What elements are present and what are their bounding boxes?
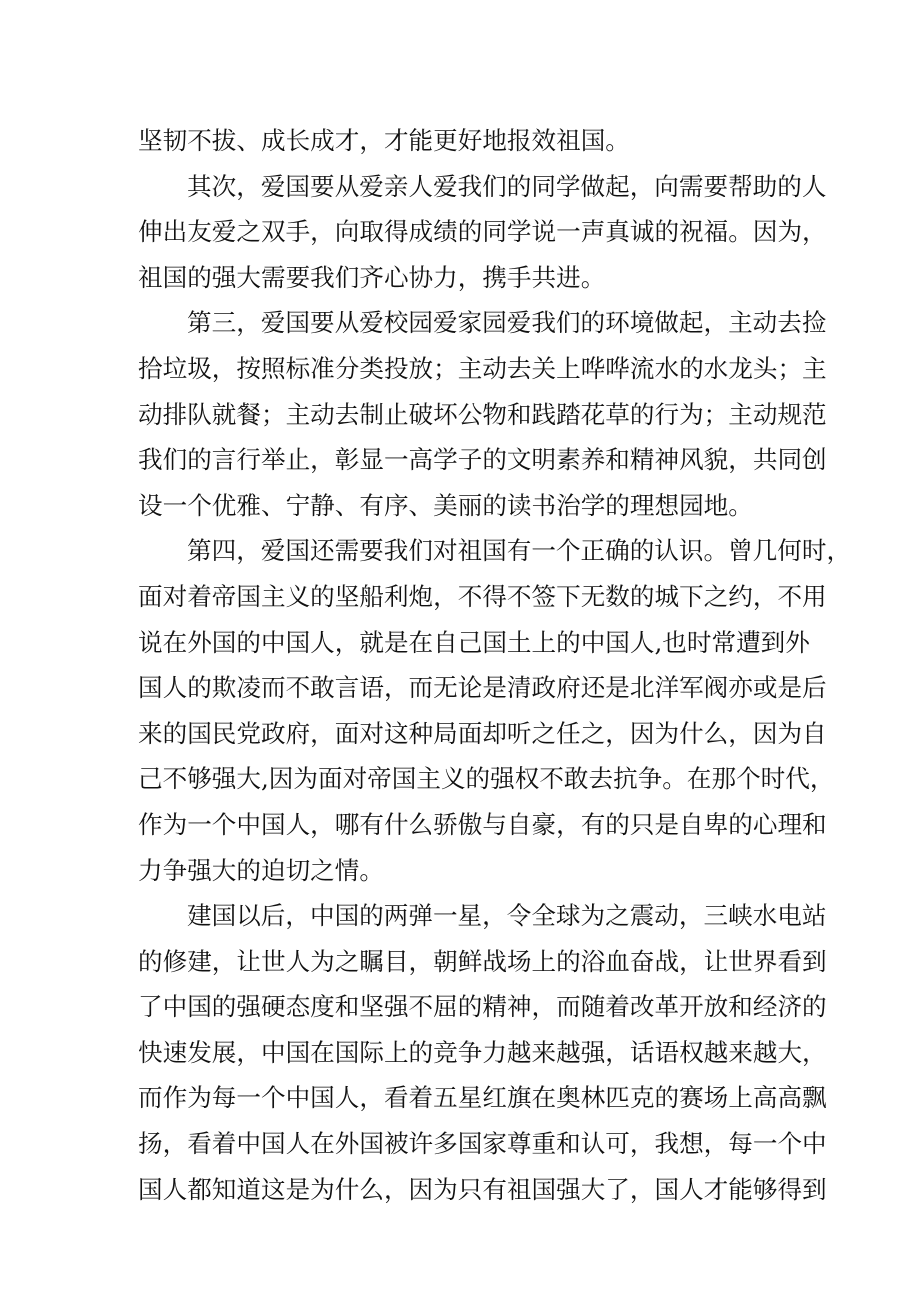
text-line: 祖国的强大需要我们齐心协力，携手共进。 — [138, 262, 606, 292]
body-text — [138, 118, 852, 1212]
text-line: 其次，爱国要从爱亲人爱我们的同学做起，向需要帮助的人 — [187, 171, 827, 201]
text-line: 扬，看着中国人在外国被许多国家尊重和认可，我想，每一个中 — [138, 1129, 827, 1159]
text-line: 来的国民党政府，面对这种局面却听之任之，因为什么，因为自 — [138, 718, 827, 748]
text-line: 说在外国的中国人，就是在自己国土上的中国人,也时常遭到外 — [138, 627, 810, 657]
text-line: 拾垃圾，按照标准分类投放；主动去关上哗哗流水的水龙头；主 — [138, 353, 827, 383]
text-line: 建国以后，中国的两弹一星，令全球为之震动，三峡水电站 — [187, 901, 827, 931]
text-line: 快速发展，中国在国际上的竞争力越来越强，话语权越来越大， — [138, 1037, 827, 1067]
text-line: 面对着帝国主义的坚船利炮，不得不签下无数的城下之约，不用 — [138, 581, 827, 611]
text-line: 第三，爱国要从爱校园爱家园爱我们的环境做起，主动去捡 — [187, 308, 827, 338]
text-line: 而作为每一个中国人，看着五星红旗在奥林匹克的赛场上高高飘 — [138, 1083, 827, 1113]
paragraph — [138, 164, 827, 301]
text-line: 了中国的强硬态度和坚强不屈的精神，而随着改革开放和经济的 — [138, 992, 827, 1022]
paragraph — [138, 300, 827, 528]
text-line: 的修建，让世人为之瞩目，朝鲜战场上的浴血奋战，让世界看到 — [138, 946, 827, 976]
paragraph — [138, 528, 852, 893]
text-line: 坚韧不拔、成长成才，才能更好地报效祖国。 — [138, 126, 630, 155]
text-line: 伸出友爱之双手，向取得成绩的同学说一声真诚的祝福。因为， — [138, 217, 827, 247]
paragraph — [138, 118, 792, 164]
text-line: 己不够强大,因为面对帝国主义的强权不敢去抗争。在那个时代， — [138, 764, 835, 794]
text-line: 力争强大的迫切之情。 — [138, 855, 384, 885]
text-line: 国人都知道这是为什么，因为只有祖国强大了，国人才能够得到 — [138, 1174, 827, 1204]
text-line: 设一个优雅、宁静、有序、美丽的读书治学的理想园地。 — [138, 490, 753, 520]
text-line: 国人的欺凌而不敢言语，而无论是清政府还是北洋军阀亦或是后 — [138, 673, 827, 703]
text-line: 作为一个中国人，哪有什么骄傲与自豪，有的只是自卑的心理和 — [138, 809, 827, 839]
paragraph — [138, 893, 827, 1212]
text-line: 第四，爱国还需要我们对祖国有一个正确的认识。曾几何时， — [187, 536, 852, 566]
text-line: 动排队就餐；主动去制止破坏公物和践踏花草的行为；主动规范 — [138, 399, 827, 429]
text-line: 我们的言行举止，彰显一高学子的文明素养和精神风貌，共同创 — [138, 445, 827, 475]
